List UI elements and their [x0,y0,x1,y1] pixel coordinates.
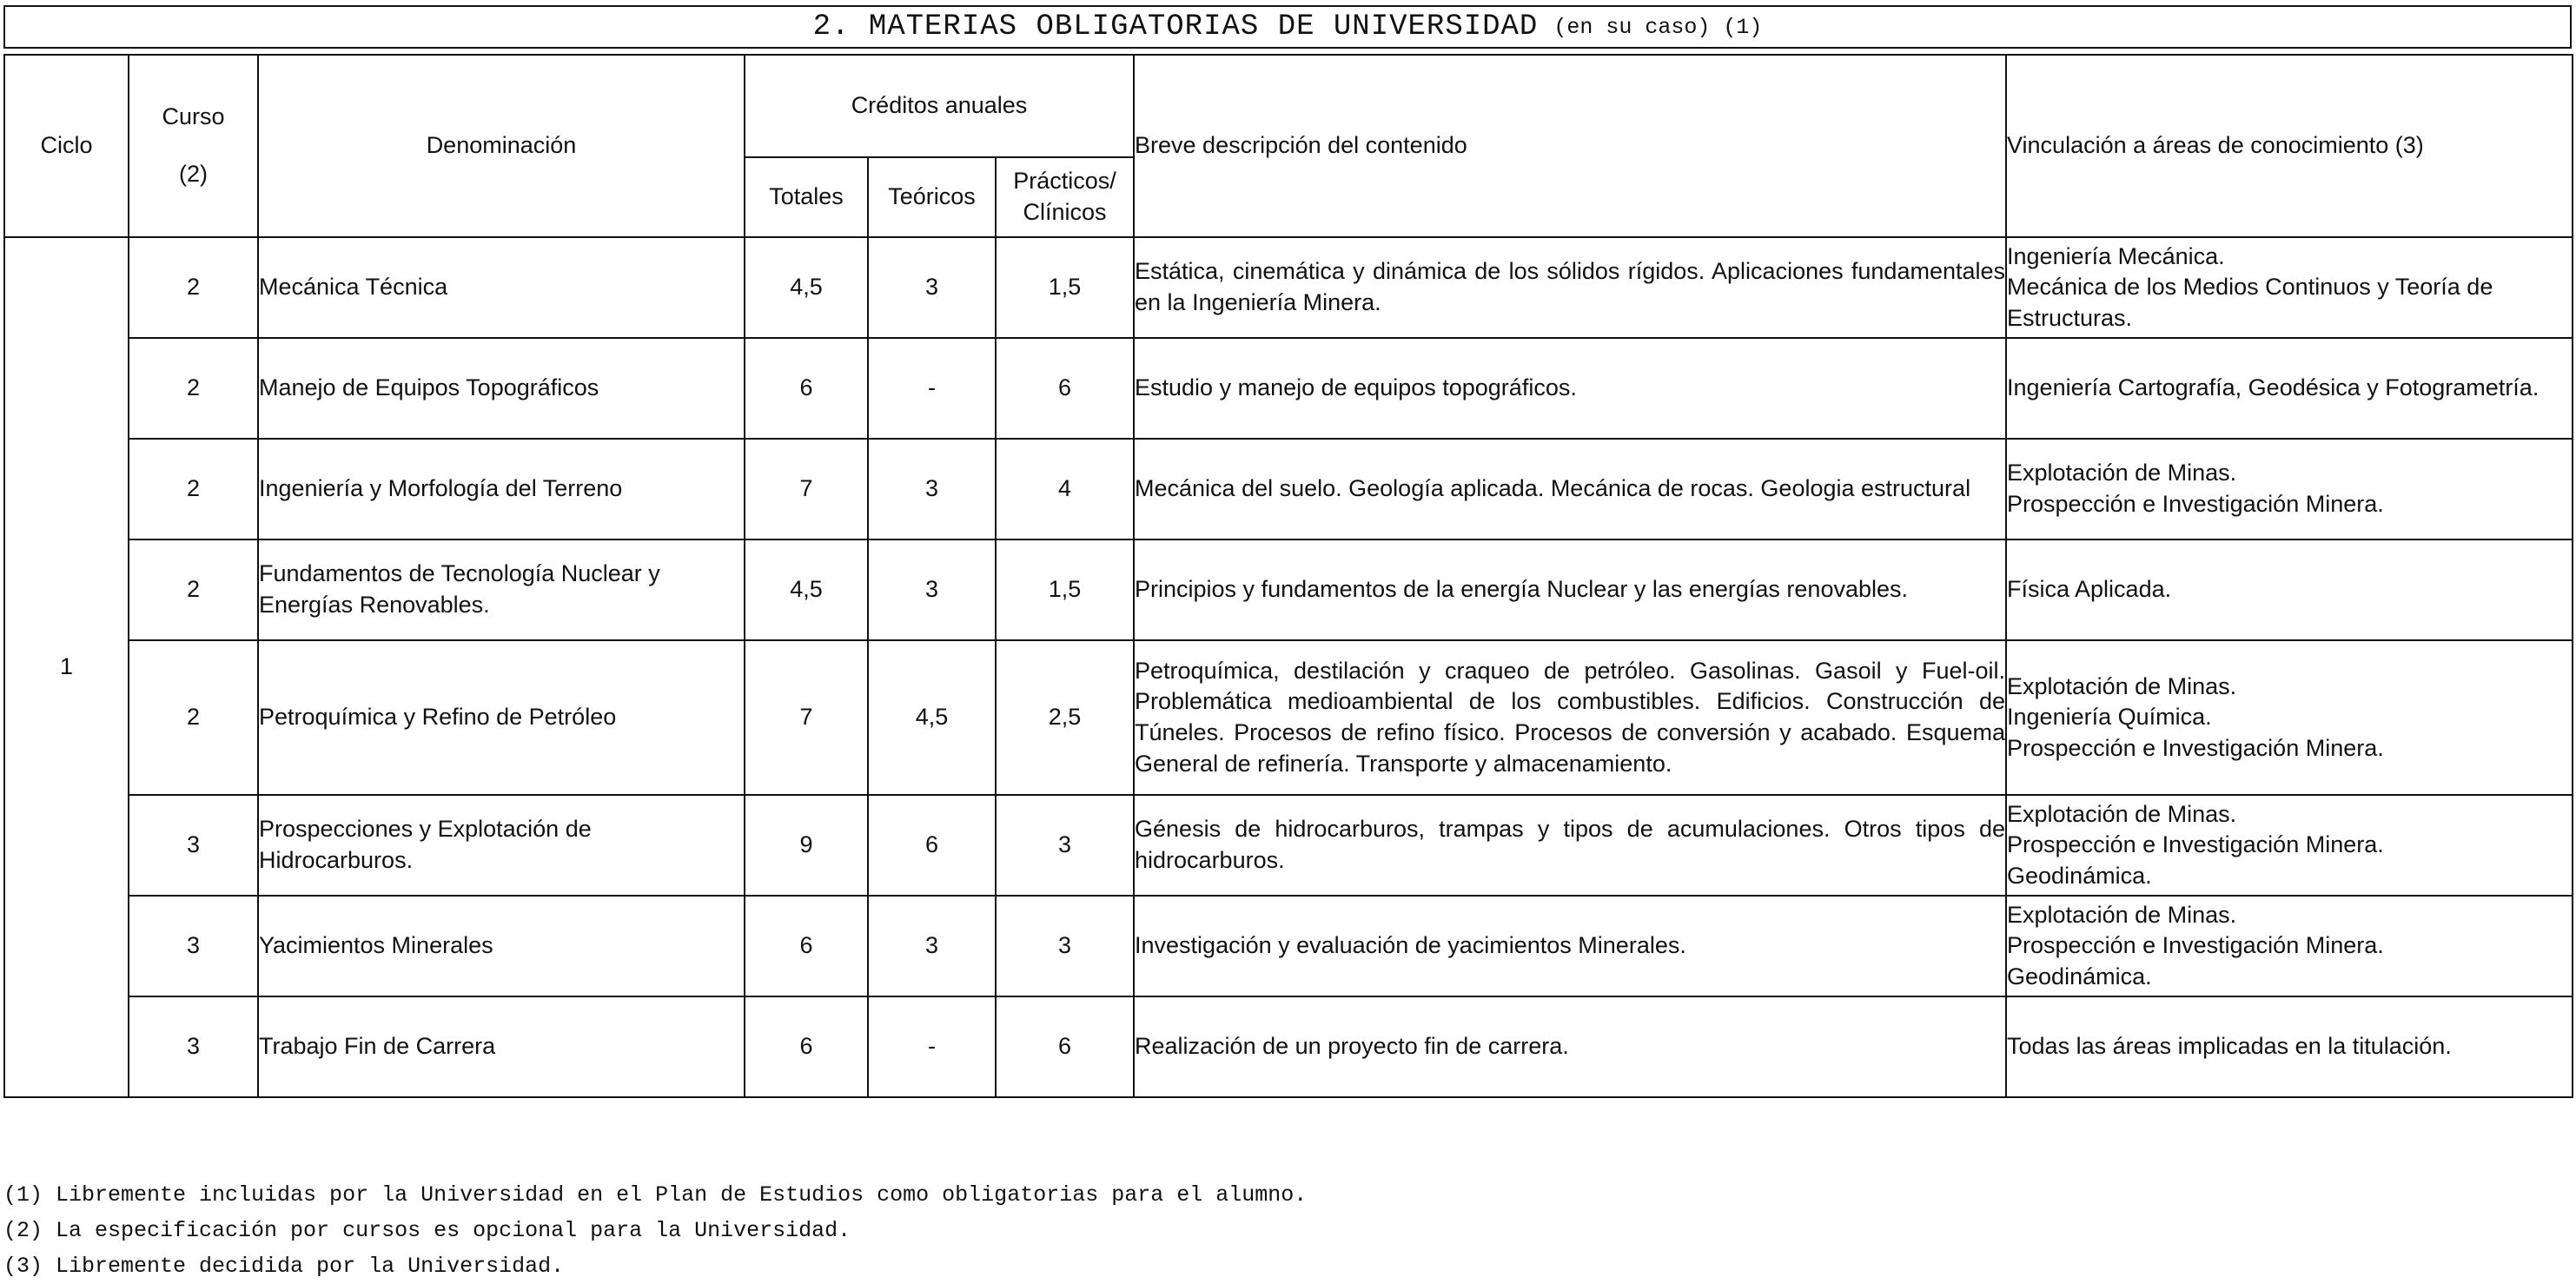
totales-cell: 7 [745,640,868,795]
teoricos-cell: 6 [868,795,996,896]
practicos-cell: 3 [996,896,1134,996]
curso-cell: 3 [129,896,258,996]
table-row [4,640,2573,795]
header-curso-label: Curso [162,103,225,130]
area-line: Prospección e Investigación Minera. [2007,734,2384,761]
areas-cell [2006,795,2573,896]
teoricos-cell: 3 [868,539,996,640]
area-line: Ingeniería Mecánica. [2007,242,2225,269]
area-line: Explotación de Minas. [2007,672,2237,699]
descripcion-cell: Petroquímica, destilación y craqueo de petróleo. Gasolinas. Gasoil y Fuel-oil. Problemática medioambiental de los combustibles. Edificios. Construcción de Túneles. Procesos de refino físico. Procesos de conversión y acabado. Esquema General de refinería. Transporte y almacenamiento. [1134,640,2006,795]
header-vinculacion: Vinculación a áreas de conocimiento (3) [2006,55,2573,237]
ciclo-cell: 1 [4,237,129,1097]
curso-cell: 2 [129,439,258,539]
denominacion-cell: Petroquímica y Refino de Petróleo [258,640,745,795]
teoricos-cell: 4,5 [868,640,996,795]
curso-cell: 2 [129,539,258,640]
totales-cell: 6 [745,996,868,1097]
footnote: (1) Libremente incluidas por la Universidad en el Plan de Estudios como obligatorias para el alumno. [3,1182,1308,1208]
area-line: Geodinámica. [2007,963,2152,989]
area-line: Explotación de Minas. [2007,901,2237,928]
practicos-cell: 2,5 [996,640,1134,795]
denominacion-cell: Manejo de Equipos Topográficos [258,338,745,439]
table-row [4,896,2573,996]
header-teoricos: Teóricos [868,157,996,237]
areas-cell [2006,996,2573,1097]
area-line: Prospección e Investigación Minera. [2007,932,2384,959]
teoricos-cell: 3 [868,896,996,996]
descripcion-cell: Génesis de hidrocarburos, trampas y tipos de acumulaciones. Otros tipos de hidrocarburos. [1134,795,2006,896]
areas-cell [2006,439,2573,539]
section-title-bar [3,5,2572,49]
table-body [4,237,2573,1097]
header-curso-note: (2) [179,161,208,187]
practicos-cell: 6 [996,338,1134,439]
practicos-cell: 1,5 [996,539,1134,640]
denominacion-cell: Mecánica Técnica [258,237,745,338]
denominacion-cell: Ingeniería y Morfología del Terreno [258,439,745,539]
header-ciclo: Ciclo [4,55,129,237]
area-line: Física Aplicada. [2007,576,2172,603]
totales-cell: 4,5 [745,539,868,640]
header-descripcion: Breve descripción del contenido [1134,55,2006,237]
descripcion-cell: Principios y fundamentos de la energía Nuclear y las energías renovables. [1134,539,2006,640]
descripcion-cell: Realización de un proyecto fin de carrera. [1134,996,2006,1097]
practicos-cell: 6 [996,996,1134,1097]
area-line: Ingeniería Cartografía, Geodésica y Fotogrametría. [2007,374,2540,401]
totales-cell: 6 [745,896,868,996]
area-line: Todas las áreas implicadas en la titulación. [2007,1033,2452,1060]
areas-cell [2006,640,2573,795]
curso-cell: 2 [129,640,258,795]
descripcion-cell: Investigación y evaluación de yacimientos Minerales. [1134,896,2006,996]
table-row [4,795,2573,896]
teoricos-cell: 3 [868,237,996,338]
table-row [4,338,2573,439]
areas-cell [2006,539,2573,640]
header-practicos: Prácticos/ Clínicos [996,157,1134,237]
teoricos-cell: 3 [868,439,996,539]
denominacion-cell: Prospecciones y Explotación de Hidrocarburos. [258,795,745,896]
teoricos-cell: - [868,996,996,1097]
totales-cell: 4,5 [745,237,868,338]
curso-cell: 2 [129,237,258,338]
table-row [4,539,2573,640]
table-row [4,237,2573,338]
table-row [4,439,2573,539]
table-header-row [4,55,2573,157]
area-line: Ingeniería Química. [2007,704,2212,731]
denominacion-cell: Fundamentos de Tecnología Nuclear y Energías Renovables. [258,539,745,640]
descripcion-cell: Estudio y manejo de equipos topográficos. [1134,338,2006,439]
area-line: Explotación de Minas. [2007,800,2237,827]
curso-cell: 3 [129,996,258,1097]
header-denominacion: Denominación [258,55,745,237]
descripcion-cell: Estática, cinemática y dinámica de los sólidos rígidos. Aplicaciones fundamentales en la Ingeniería Minera. [1134,237,2006,338]
curso-cell: 2 [129,338,258,439]
curso-cell: 3 [129,795,258,896]
footnote: (3) Libremente decidida por la Universidad. [3,1254,565,1279]
area-line: Mecánica de los Medios Continuos y Teoría de Estructuras. [2007,274,2493,331]
practicos-cell: 4 [996,439,1134,539]
header-curso [129,55,258,237]
descripcion-cell: Mecánica del suelo. Geología aplicada. Mecánica de rocas. Geologia estructural [1134,439,2006,539]
teoricos-cell: - [868,338,996,439]
totales-cell: 9 [745,795,868,896]
subjects-table [3,54,2573,1098]
areas-cell [2006,896,2573,996]
areas-cell [2006,338,2573,439]
section-title-note: (en su caso) (1) [1553,14,1763,40]
section-title: 2. MATERIAS OBLIGATORIAS DE UNIVERSIDAD [812,10,1539,43]
denominacion-cell: Yacimientos Minerales [258,896,745,996]
totales-cell: 7 [745,439,868,539]
area-line: Geodinámica. [2007,862,2152,889]
area-line: Prospección e Investigación Minera. [2007,831,2384,858]
denominacion-cell: Trabajo Fin de Carrera [258,996,745,1097]
areas-cell [2006,237,2573,338]
area-line: Explotación de Minas. [2007,460,2237,486]
practicos-cell: 3 [996,795,1134,896]
footnote: (2) La especificación por cursos es opcional para la Universidad. [3,1218,851,1243]
footnotes [3,1177,1307,1284]
table-row [4,996,2573,1097]
header-totales: Totales [745,157,868,237]
practicos-cell: 1,5 [996,237,1134,338]
totales-cell: 6 [745,338,868,439]
area-line: Prospección e Investigación Minera. [2007,491,2384,517]
header-creditos-anuales: Créditos anuales [745,55,1134,157]
